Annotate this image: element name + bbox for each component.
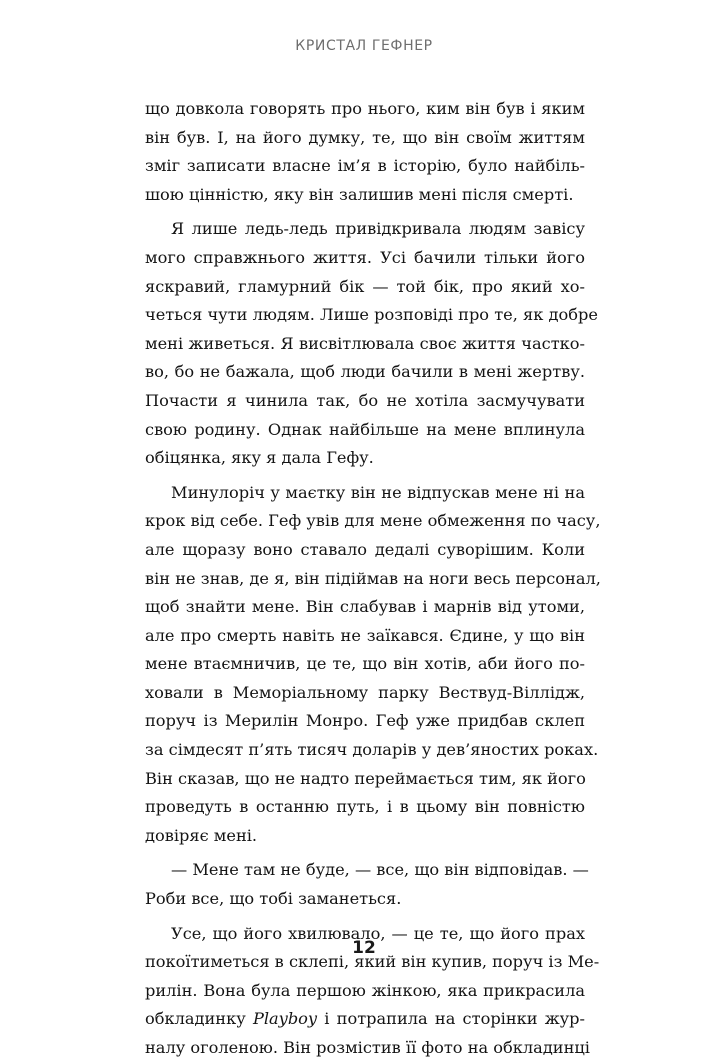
text-line: щоб знайти мене. Він слабував і марнів від утоми, xyxy=(145,597,585,617)
paragraph xyxy=(145,95,585,209)
text-line xyxy=(145,1005,585,1034)
text-line: рилін. Вона була першою жінкою, яка прикрасила xyxy=(145,980,585,1000)
text-line: Усе, що його хвилювало, — це те, що його прах xyxy=(171,923,585,943)
text-line: во, бо не бажала, щоб люди бачили в мені жертву. xyxy=(145,362,585,382)
text-line: крок від себе. Геф увів для мене обмеження по часу, xyxy=(145,511,601,531)
body-text xyxy=(145,95,601,1063)
text-line: Почасти я чинила так, бо не хотіла засмучувати xyxy=(145,390,585,410)
text-line: шою цінністю, яку він залишив мені після смерті. xyxy=(145,184,574,204)
text-line: Минулоріч у маєтку він не відпускав мене ні на xyxy=(171,482,585,502)
running-header: КРИСТАЛ ГЕФНЕР xyxy=(295,38,433,54)
text-line: за сімдесят п’ять тисяч доларів у дев’яностих роках. xyxy=(145,740,599,760)
text-line: мого справжнього життя. Усі бачили тільки його xyxy=(145,247,585,267)
paragraph xyxy=(145,215,598,472)
text-line: обіцянка, яку я дала Гефу. xyxy=(145,448,374,468)
text-line: свою родину. Однак найбільше на мене вплинула xyxy=(145,419,585,439)
text-line: ховали в Меморіальному парку Вествуд-Віллідж, xyxy=(145,682,585,702)
text-segment: і потрапила на сторінки жур- xyxy=(317,1009,586,1029)
text-line: мені живеться. Я висвітлювала своє життя частко- xyxy=(145,333,585,353)
text-line: але щоразу воно ставало дедалі суворішим. Коли xyxy=(145,539,585,559)
text-line: мене втаємничив, це те, що він хотів, аби його по- xyxy=(145,654,585,674)
text-line: він був. І, на його думку, те, що він своїм життям xyxy=(145,127,585,147)
text-line: налу оголеною. Він розмістив її фото на обкладинці xyxy=(145,1038,590,1057)
text-segment: обкладинку xyxy=(145,1009,253,1029)
page-number: 12 xyxy=(352,938,376,958)
magazine-title: Playboy xyxy=(252,1009,318,1029)
paragraph-dialogue xyxy=(145,856,589,913)
text-line: — Мене там не буде, — все, що він відповідав. — xyxy=(171,860,589,880)
paragraph xyxy=(145,479,601,851)
text-line: але про смерть навіть не заїкався. Єдине, у що він xyxy=(145,625,585,645)
text-line: зміг записати власне ім’я в історію, було найбіль- xyxy=(145,156,585,176)
text-line: Роби все, що тобі заманеться. xyxy=(145,889,402,909)
text-line: покоїтиметься в склепі, який він купив, поруч із Ме- xyxy=(145,952,600,972)
text-line: четься чути людям. Лише розповіді про те, як добре xyxy=(145,305,598,325)
text-line: яскравий, гламурний бік — той бік, про який хо- xyxy=(145,276,585,296)
text-line: що довкола говорять про нього, ким він був і яким xyxy=(145,99,585,118)
text-line: він не знав, де я, він підіймав на ноги весь персонал, xyxy=(145,568,601,588)
text-line: довіряє мені. xyxy=(145,825,258,845)
text-line: поруч із Мерилін Монро. Геф уже придбав склеп xyxy=(145,711,585,731)
text-line: Він сказав, що не надто переймається тим, як його xyxy=(145,768,586,788)
text-line: проведуть в останню путь, і в цьому він повністю xyxy=(145,797,585,817)
text-line: Я лише ледь-ледь привідкривала людям завісу xyxy=(171,219,585,239)
